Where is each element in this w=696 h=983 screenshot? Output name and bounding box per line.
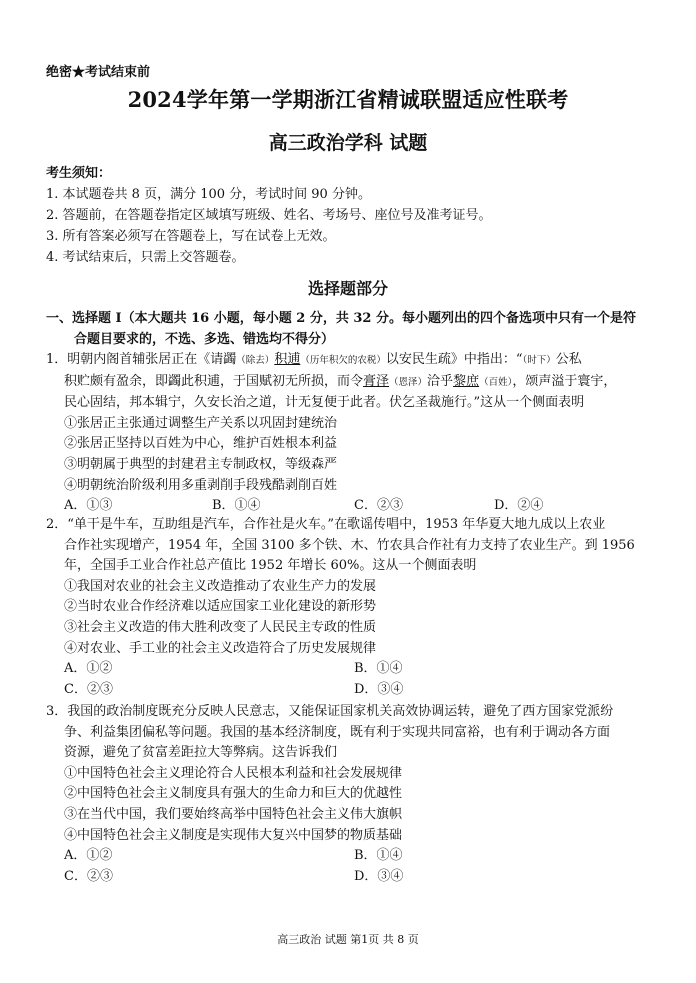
answer-choices bbox=[46, 867, 658, 888]
question-number: 3． bbox=[46, 704, 68, 719]
question-3 bbox=[46, 702, 658, 887]
annotation: （百姓） bbox=[479, 376, 513, 388]
notice-heading: 考生须知： bbox=[46, 166, 112, 181]
page-footer: 高三政治 试题 第1页 共 8 页 bbox=[277, 933, 419, 946]
choice-b: B．①④ bbox=[354, 848, 403, 864]
choice-a: A．①② bbox=[64, 661, 113, 677]
option-statement: ③明朝属于典型的封建君主专制政权，等级森严 bbox=[64, 456, 338, 472]
annotation: （历年积欠的农税） bbox=[300, 355, 386, 366]
exam-subtitle: 高三政治学科 试题 bbox=[268, 132, 428, 154]
question-3-stem: 3．我国的政治制度既充分反映人民意志，又能保证国家机关高效协调运转，避免了西方国家党派纷 争、利益集团偏私等问题。我国的基本经济制度，既有利于实现共同富裕，也有利于调动各方面 资源，避免了贫富差距拉大等弊病。这告诉我们 bbox=[46, 704, 614, 761]
question-1-stem: 1．明朝内阁首辅张居正在《请蠲（除去）积逋（历年积欠的农税）以安民生疏》中指出：“（时下）公私 积贮颇有盈余，即蠲此积逋，于国赋初无所损，而令膏泽（恩泽）洽乎黎庶（百姓），颂声溢于寰宇， 民心固结，邦本辑宁，久安长治之道，计无复便于此者。伏乞圣裁施行。”这从一个侧面表明 bbox=[46, 352, 617, 411]
notice-item: 3. 所有答案必须写在答题卷上，写在试卷上无效。 bbox=[46, 229, 336, 244]
choice-c: C．②③ bbox=[354, 498, 403, 514]
choice-c: C．②③ bbox=[64, 868, 113, 884]
option-statement: ①我国对农业的社会主义改造推动了农业生产力的发展 bbox=[64, 578, 377, 594]
option-statement: ④中国特色社会主义制度是实现伟大复兴中国梦的物质基础 bbox=[64, 827, 403, 843]
notice-item: 4. 考试结束后，只需上交答题卷。 bbox=[46, 250, 245, 265]
choice-a: A．①② bbox=[64, 848, 113, 864]
part-instructions-line2: 合题目要求的，不选、多选、错选均不得分） bbox=[74, 332, 335, 347]
choice-d: D．③④ bbox=[354, 681, 404, 697]
annotation: （恩泽） bbox=[389, 376, 428, 388]
annotation: （时下） bbox=[522, 355, 556, 366]
option-statement: ②中国特色社会主义制度具有强大的生命力和巨大的优越性 bbox=[64, 786, 403, 802]
answer-choices bbox=[46, 846, 658, 867]
option-statement: ④明朝统治阶级利用多重剥削手段残酷剥削百姓 bbox=[64, 477, 338, 493]
option-statement: ③社会主义改造的伟大胜利改变了人民民主专政的性质 bbox=[64, 619, 377, 635]
option-statement: ①中国特色社会主义理论符合人民根本利益和社会发展规律 bbox=[64, 765, 403, 781]
choice-c: C．②③ bbox=[64, 681, 113, 697]
choice-b: B．①④ bbox=[354, 661, 403, 677]
question-1 bbox=[46, 350, 658, 517]
question-number: 1． bbox=[46, 352, 68, 367]
option-statement: ②当时农业合作经济难以适应国家工业化建设的新形势 bbox=[64, 599, 377, 615]
choice-d: D．②④ bbox=[494, 498, 544, 514]
choice-d: D．③④ bbox=[354, 868, 404, 884]
question-number: 2． bbox=[46, 517, 68, 532]
notice-item: 2. 答题前，在答题卷指定区域填写班级、姓名、考场号、座位号及准考证号。 bbox=[46, 208, 492, 223]
choice-b: B．①④ bbox=[212, 498, 261, 514]
part-instructions-line1: 一、选择题 I（本大题共 16 小题，每小题 2 分，共 32 分。每小题列出的四个备选项中只有一个是符 bbox=[46, 311, 636, 326]
answer-choices bbox=[46, 659, 658, 680]
answer-choices bbox=[46, 496, 658, 517]
question-2 bbox=[46, 515, 658, 700]
choice-a: A．①③ bbox=[64, 498, 113, 514]
section-title: 选择题部分 bbox=[307, 279, 388, 298]
exam-title: 2024学年第一学期浙江省精诚联盟适应性联考 bbox=[127, 87, 569, 112]
part-instructions bbox=[46, 308, 656, 350]
option-statement: ②张居正坚持以百姓为中心，维护百姓根本利益 bbox=[64, 436, 338, 452]
confidential-label: 绝密★考试结束前 bbox=[46, 65, 151, 80]
option-statement: ③在当代中国，我们要始终高举中国特色社会主义伟大旗帜 bbox=[64, 806, 403, 822]
option-statement: ④对农业、手工业的社会主义改造符合了历史发展规律 bbox=[64, 640, 377, 656]
annotation: （除去） bbox=[236, 355, 275, 366]
option-statement: ①张居正主张通过调整生产关系以巩固封建统治 bbox=[64, 415, 338, 431]
answer-choices bbox=[46, 680, 658, 701]
notice-item: 1. 本试题卷共 8 页，满分 100 分，考试时间 90 分钟。 bbox=[46, 187, 371, 202]
question-2-stem: 2．“单干是牛车，互助组是汽车，合作社是火车。”在歌谣传唱中，1953 年华夏大地九成以上农业 合作社实现增产，1954 年，全国 3100 多个铁、木、竹农具合作社有力支持了农业生产。到 1956 年，全国手工业合作社总产值比 1952 年增长 60%。这从一个侧面表明 bbox=[46, 517, 635, 574]
